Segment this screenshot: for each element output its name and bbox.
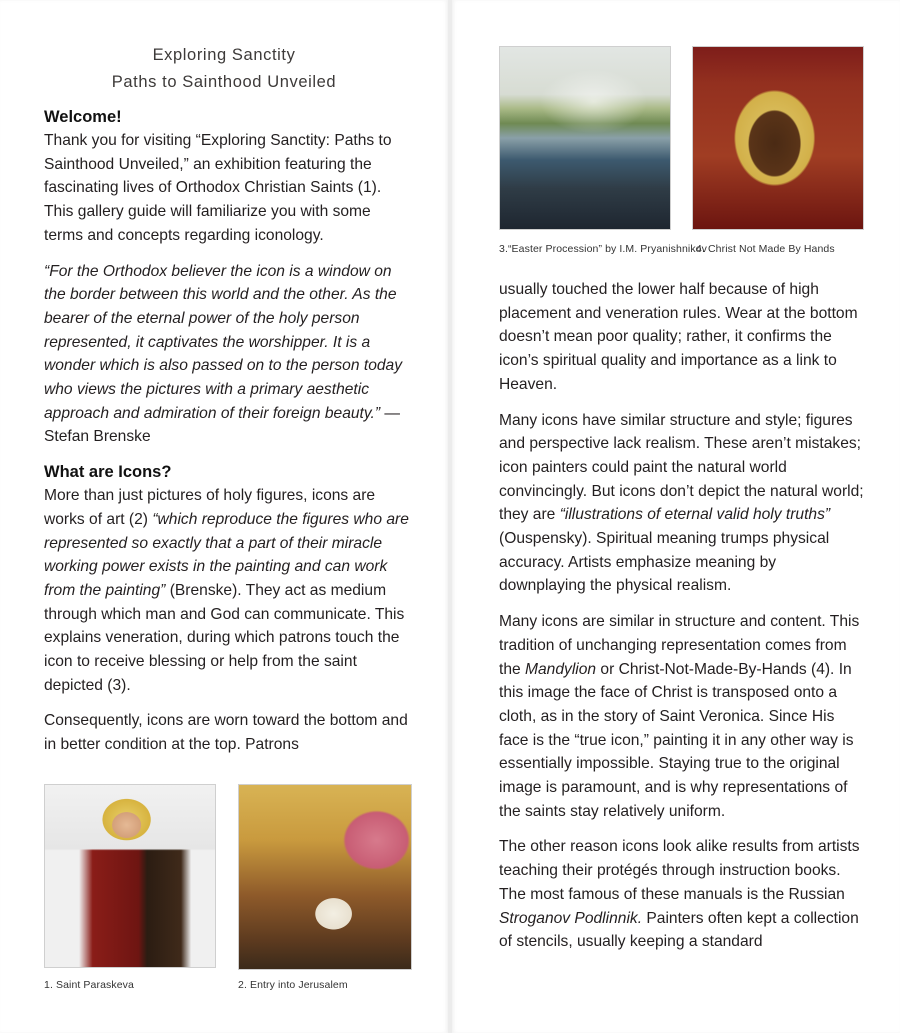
caption-1: 1. Saint Paraskeva bbox=[44, 979, 134, 991]
icons-text-a: More than just pictures of holy figures, icons are works of art (2) bbox=[44, 487, 376, 528]
welcome-paragraph: Thank you for visiting “Exploring Sanctity: Paths to Sainthood Unveiled,” an exhibition featuring the fascinating lives of Orthodox Christian Saints (1). This gallery guide will familiarize you with some terms and concepts regarding iconology. bbox=[44, 132, 392, 244]
entry-into-jerusalem-image bbox=[238, 784, 412, 970]
brenske-quote bbox=[44, 260, 414, 450]
stroganov-title: Stroganov Podlinnik. bbox=[499, 909, 643, 927]
exhibition-title bbox=[0, 42, 448, 96]
structure-paragraph bbox=[499, 409, 864, 599]
quote-attribution: —Stefan Brenske bbox=[44, 404, 400, 446]
manuals-text-c: Painters often kept a collection of stencils, usually keeping a standard bbox=[499, 909, 859, 951]
mandylion-text-a: Many icons are similar in structure and content. This tradition of unchanging representation comes from the bbox=[499, 613, 860, 678]
caption-4: 4. Christ Not Made By Hands bbox=[696, 243, 835, 255]
caption-3: 3.“Easter Procession” by I.M. Pryanishnikov bbox=[499, 243, 707, 255]
left-page bbox=[0, 0, 448, 1033]
icons-heading: What are Icons? bbox=[44, 463, 172, 482]
manuals-paragraph bbox=[499, 835, 864, 954]
icons-text-quote: “which reproduce the figures who are represented so exactly that a part of their miracle working power exists in the painting and can work from the painting” bbox=[44, 510, 409, 599]
title-line-1: Exploring Sanctity bbox=[152, 46, 296, 64]
structure-text-quote: “illustrations of eternal valid holy truths” bbox=[559, 506, 831, 524]
easter-procession-image bbox=[499, 46, 671, 230]
christ-not-made-by-hands-image bbox=[692, 46, 864, 230]
icons-paragraph bbox=[44, 484, 414, 697]
right-text-column bbox=[499, 278, 864, 954]
quote-text: “For the Orthodox believer the icon is a window on the border between this world and the other. As the bearer of the eternal power of the holy person represented, it captivates the worshipper. It is a wonder which is also passed on to the person today who views the pictures with a primary aesthetic approach and admiration of their foreign beauty.” bbox=[44, 262, 403, 422]
left-text-column bbox=[44, 106, 414, 757]
mandylion-paragraph bbox=[499, 610, 864, 823]
right-page bbox=[452, 0, 900, 1033]
title-line-2: Paths to Sainthood Unveiled bbox=[111, 73, 337, 91]
structure-text-c: (Ouspensky). Spiritual meaning trumps physical accuracy. Artists emphasize meaning by downplaying the physical realism. bbox=[499, 530, 830, 595]
manuals-text-a: The other reason icons look alike results from artists teaching their protégés through instruction books. The most famous of these manuals is the Russian bbox=[499, 838, 860, 903]
mandylion-term: Mandylion bbox=[525, 660, 597, 678]
consequently-paragraph: Consequently, icons are worn toward the bottom and in better condition at the top. Patrons bbox=[44, 712, 408, 754]
structure-text-a: Many icons have similar structure and style; figures and perspective lack realism. These aren’t mistakes; icon painters could paint the natural world convincingly. But icons don’t depict the natural world; they are bbox=[499, 411, 864, 524]
welcome-heading: Welcome! bbox=[44, 108, 122, 126]
icons-text-c: (Brenske). They act as medium through which man and God can communicate. This explains veneration, during which patrons touch the icon to receive blessing or help from the saint depicted (3). bbox=[44, 581, 405, 694]
mandylion-text-c: or Christ-Not-Made-By-Hands (4). In this image the face of Christ is transposed onto a cloth, as in the story of Saint Veronica. Since His face is the “true icon,” painting it in any other way is essentially impossible. Staying true to the original image is paramount, and is why representations of the saints stay relatively uniform. bbox=[499, 660, 854, 820]
saint-paraskeva-image bbox=[44, 784, 216, 968]
wear-paragraph: usually touched the lower half because of high placement and veneration rules. Wear at the bottom doesn’t mean poor quality; rather, it confirms the icon’s spiritual quality and importance as a link to Heaven. bbox=[499, 281, 858, 393]
caption-2: 2. Entry into Jerusalem bbox=[238, 979, 348, 991]
